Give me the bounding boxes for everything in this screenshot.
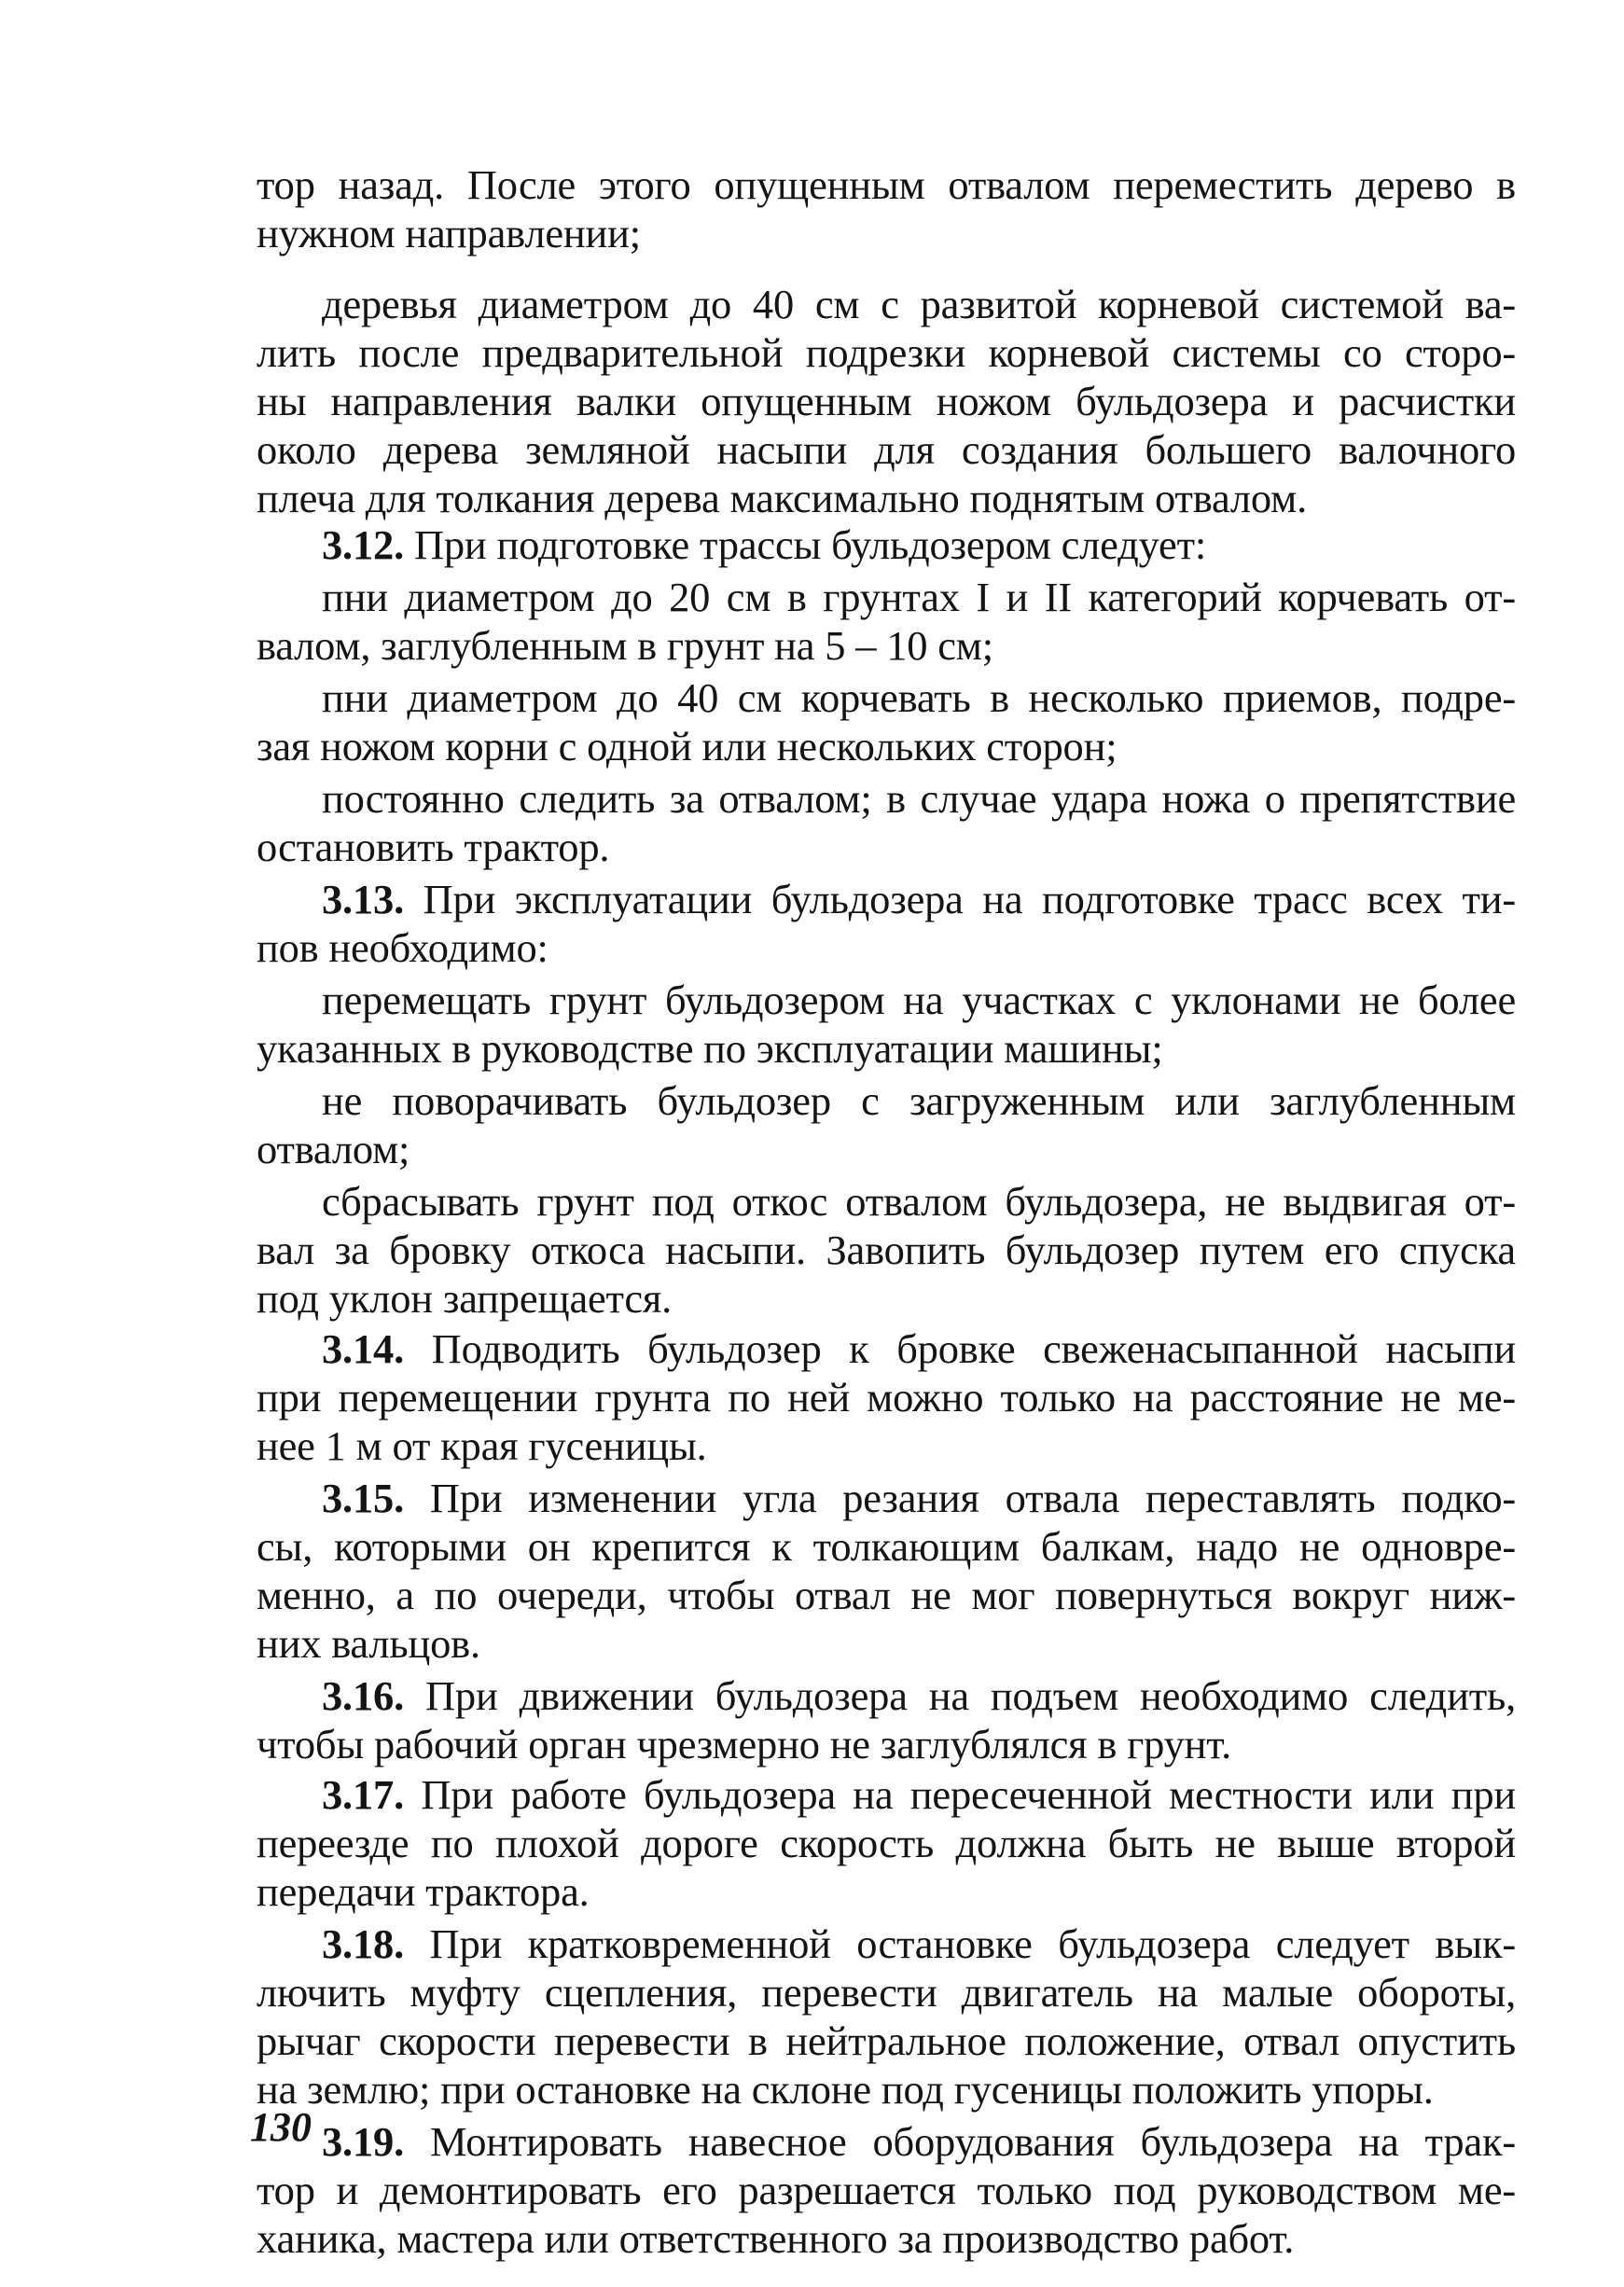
section-number: 3.13. xyxy=(322,876,405,922)
line-text: При работе бульдозера на пересеченной местности или при xyxy=(404,1771,1516,1818)
document-page xyxy=(257,0,1516,2287)
text-line xyxy=(257,875,1516,923)
text-line: них вальцов. xyxy=(257,1620,480,1667)
text-line: тор и демонтировать его разрешается только под руководством ме- xyxy=(257,2167,1516,2213)
text-line: чтобы рабочий орган чрезмерно не заглублялся в грунт. xyxy=(257,1721,1232,1767)
text-line: зая ножом корни с одной или нескольких сторон; xyxy=(257,723,1117,769)
line-text: При эксплуатации бульдозера на подготовке трасс всех ти- xyxy=(404,876,1516,922)
text-line xyxy=(257,1474,1516,1522)
text-line: вал за бровку откоса насыпи. Завопить бульдозер путем его спуска xyxy=(257,1227,1516,1273)
text-line: не поворачивать бульдозер с загруженным или заглубленным xyxy=(322,1077,1516,1124)
line-text: При подготовке трассы бульдозером следует: xyxy=(404,521,1207,568)
text-line: перемещать грунт бульдозером на участках с уклонами не более xyxy=(322,977,1516,1023)
section-number: 3.18. xyxy=(322,1920,405,1967)
text-line xyxy=(257,1770,1516,1819)
text-line: постоянно следить за отвалом; в случае удара ножа о препятствие xyxy=(322,775,1516,822)
text-line: нее 1 м от края гусеницы. xyxy=(257,1422,707,1469)
text-line: ны направления валки опущенным ножом бульдозера и расчистки xyxy=(257,378,1516,424)
section-number: 3.14. xyxy=(322,1325,405,1372)
text-line: пни диаметром до 40 см корчевать в несколько приемов, подре- xyxy=(322,674,1516,721)
page-number: 130 xyxy=(250,2104,312,2150)
section-number: 3.17. xyxy=(322,1771,405,1818)
line-text: При движении бульдозера на подъем необходимо следить, xyxy=(404,1672,1516,1719)
line-text: Монтировать навесное оборудования бульдозера на трак- xyxy=(404,2118,1516,2165)
text-line: нужном направлении; xyxy=(257,210,641,256)
text-line: пов необходимо: xyxy=(257,924,548,971)
section-number: 3.12. xyxy=(322,521,405,568)
text-line: под уклон запрещается. xyxy=(257,1275,673,1322)
text-line: менно, а по очереди, чтобы отвал не мог повернуться вокруг ниж- xyxy=(257,1572,1516,1618)
text-line: сбрасывать грунт под откос отвалом бульдозера, не выдвигая от- xyxy=(322,1178,1516,1225)
text-line: деревья диаметром до 40 см с развитой корневой системой ва- xyxy=(322,281,1516,327)
text-line: отвалом; xyxy=(257,1126,410,1172)
line-text: При изменении угла резания отвала переставлять подко- xyxy=(404,1475,1516,1521)
text-line: остановить трактор. xyxy=(257,824,610,870)
text-line: тор назад. После этого опущенным отвалом переместить дерево в xyxy=(257,161,1516,208)
text-line xyxy=(257,1671,1516,1720)
line-text: Подводить бульдозер к бровке свеженасыпанной насыпи xyxy=(404,1325,1516,1372)
text-line: пни диаметром до 20 см в грунтах I и II категорий корчевать от- xyxy=(322,574,1516,620)
section-number: 3.19. xyxy=(322,2118,405,2165)
text-line xyxy=(257,2117,1516,2166)
text-line: рычаг скорости перевести в нейтральное положение, отвал опустить xyxy=(257,2017,1516,2064)
text-line: указанных в руководстве по эксплуатации машины; xyxy=(257,1025,1163,1072)
text-line: передачи трактора. xyxy=(257,1868,590,1915)
text-line: плеча для толкания дерева максимально поднятым отвалом. xyxy=(257,475,1307,521)
text-line: при перемещении грунта по ней можно только на расстояние не ме- xyxy=(257,1374,1516,1421)
section-number: 3.15. xyxy=(322,1475,405,1521)
text-line: переезде по плохой дороге скорость должна быть не выше второй xyxy=(257,1820,1516,1866)
text-line: лючить муфту сцепления, перевести двигатель на малые обороты, xyxy=(257,1969,1516,2016)
text-line: около дерева земляной насыпи для создания большего валочного xyxy=(257,426,1516,473)
section-number: 3.16. xyxy=(322,1672,405,1719)
text-line xyxy=(257,1324,1516,1373)
text-line: ханика, мастера или ответственного за производство работ. xyxy=(257,2215,1295,2262)
text-line: на землю; при остановке на склоне под гусеницы положить упоры. xyxy=(257,2066,1434,2113)
text-line: лить после предварительной подрезки корневой системы со сторо- xyxy=(257,329,1516,376)
text-line xyxy=(257,1920,1516,1968)
text-line: валом, заглубленным в грунт на 5 – 10 см; xyxy=(257,622,993,669)
text-line xyxy=(257,520,1516,569)
text-line: сы, которыми он крепится к толкающим балкам, надо не одновре- xyxy=(257,1523,1516,1570)
line-text: При кратковременной остановке бульдозера следует вык- xyxy=(404,1920,1516,1967)
